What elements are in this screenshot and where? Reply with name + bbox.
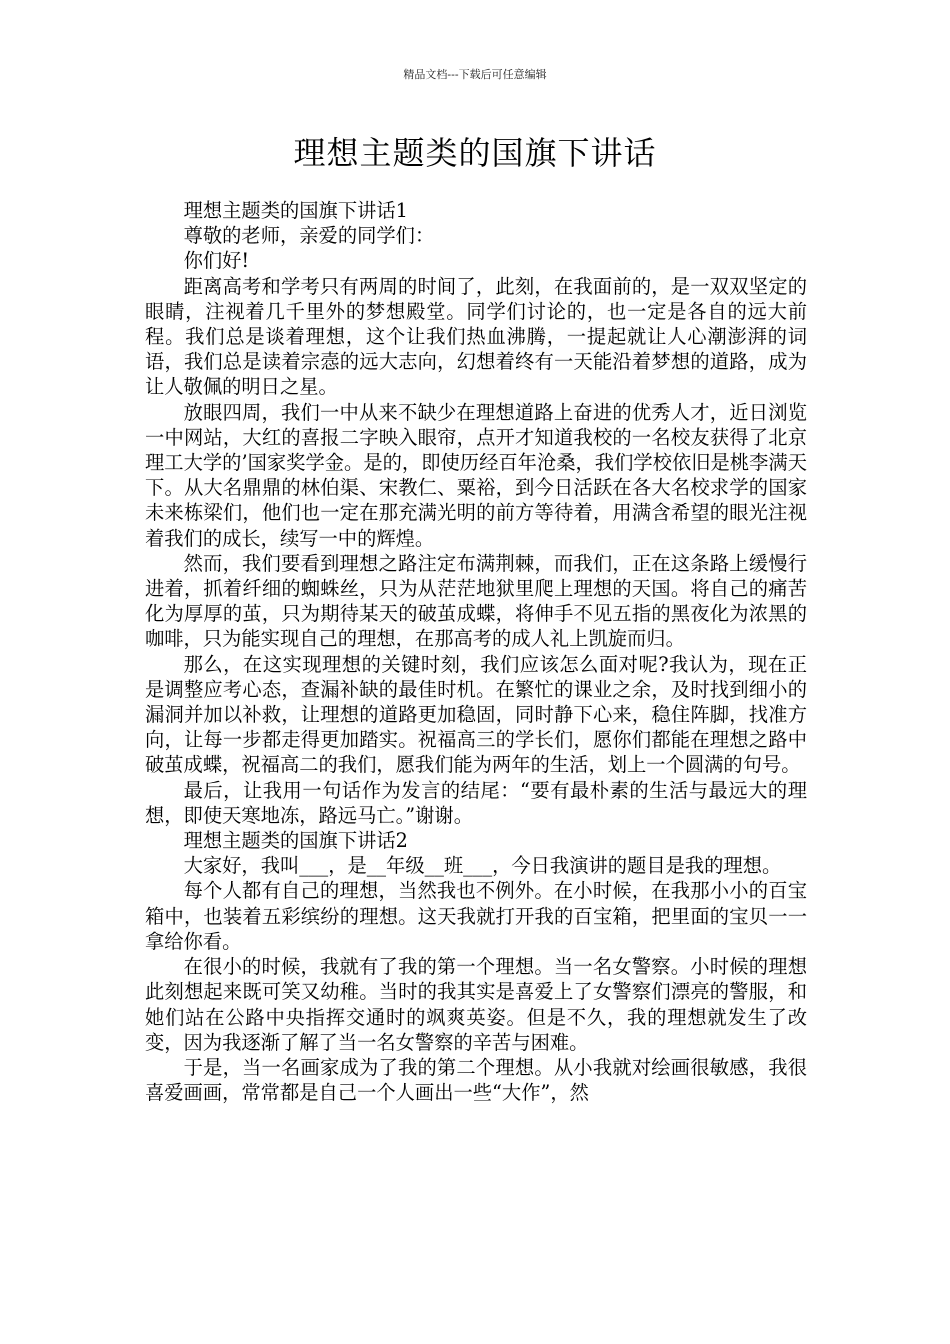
paragraph: 然而，我们要看到理想之路注定布满荆棘，而我们，正在这条路上缓慢行进着，抓着纤细的蜘蛛丝，只为从茫茫地狱里爬上理想的天国。将自己的痛苦化为厚厚的茧，只为期待某天的破茧成蝶，将伸手不见五指的黑夜化为浓黑的咖啡，只为能实现自己的理想，在那高考的成人礼上凯旋而归。 xyxy=(145,551,807,651)
paragraph: 那么，在这实现理想的关键时刻，我们应该怎么面对呢?我认为，现在正是调整应考心态，查漏补缺的最佳时机。在繁忙的课业之余，及时找到细小的漏洞并加以补救，让理想的道路更加稳固，同时静下心来，稳住阵脚，找准方向，让每一步都走得更加踏实。祝福高三的学长们，愿你们都能在理想之路中破茧成蝶，祝福高二的我们，愿我们能为两年的生活，划上一个圆满的句号。 xyxy=(145,652,807,777)
paragraph: 大家好，我叫___，是__年级__班___，今日我演讲的题目是我的理想。 xyxy=(183,854,782,878)
section-heading: 理想主题类的国旗下讲话1 xyxy=(183,199,408,222)
document-title: 理想主题类的国旗下讲话 xyxy=(293,134,657,172)
header-note: 精品文档---下载后可任意编辑 xyxy=(403,68,547,81)
greeting: 你们好! xyxy=(183,249,250,273)
section-heading: 理想主题类的国旗下讲话2 xyxy=(183,829,408,853)
paragraph: 放眼四周，我们一中从来不缺少在理想道路上奋进的优秀人才，近日浏览一中网站，大红的喜报二字映入眼帘，点开才知道我校的一名校友获得了北京理工大学的’国家奖学金。是的，即使历经百年沧桑，我们学校依旧是桃李满天下。从大名鼎鼎的林伯渠、宋教仁、粟裕，到今日活跃在各大名校求学的国家未来栋梁们，他们也一定在那充满光明的前方等待着，用满含希望的眼光注视着我们的成长，续写一中的辉煌。 xyxy=(145,400,807,550)
paragraph: 在很小的时候，我就有了我的第一个理想。当一名女警察。小时候的理想此刻想起来既可笑又幼稚。当时的我其实是喜爱上了女警察们漂亮的警服，和她们站在公路中央指挥交通时的飒爽英姿。但是不久，我的理想就发生了改变，因为我逐渐了解了当一名女警察的辛苦与困难。 xyxy=(145,955,807,1054)
paragraph: 最后，让我用一句话作为发言的结尾：“要有最朴素的生活与最远大的理想，即使天寒地冻，路远马亡。”谢谢。 xyxy=(145,778,807,827)
document-body xyxy=(145,198,807,1105)
salutation: 尊敬的老师，亲爱的同学们： xyxy=(183,224,435,248)
paragraph: 距离高考和学考只有两周的时间了，此刻，在我面前的，是一双双坚定的眼睛，注视着几千里外的梦想殿堂。同学们讨论的，也一定是各自的远大前程。我们总是谈着理想，这个让我们热血沸腾，一提起就让人心潮澎湃的词语，我们总是读着宗悫的远大志向，幻想着终有一天能沿着梦想的道路，成为让人敬佩的明日之星。 xyxy=(145,274,807,399)
paragraph: 于是，当一名画家成为了我的第二个理想。从小我就对绘画很敏感，我很喜爱画画，常常都是自己一个人画出一些“大作”，然 xyxy=(145,1055,807,1105)
paragraph: 每个人都有自己的理想，当然我也不例外。在小时候，在我那小小的百宝箱中，也装着五彩缤纷的理想。这天我就打开我的百宝箱，把里面的宝贝一一拿给你看。 xyxy=(145,879,807,953)
